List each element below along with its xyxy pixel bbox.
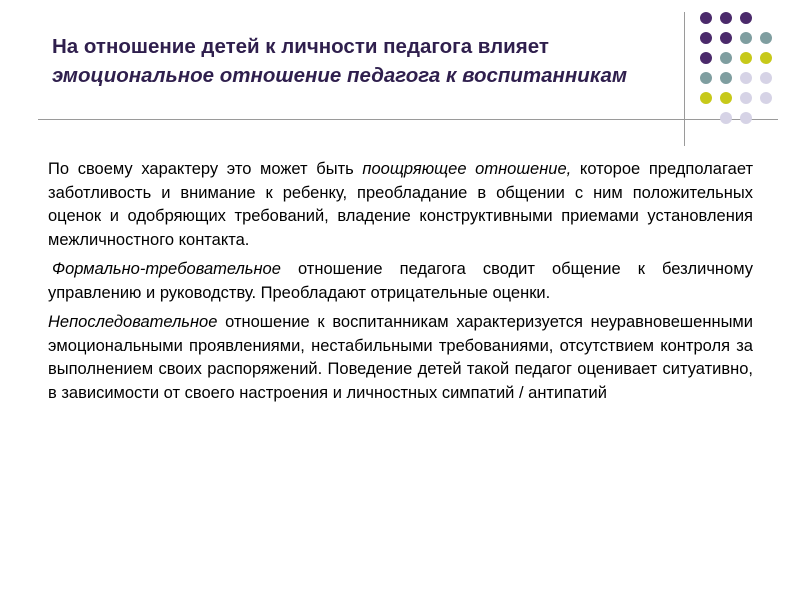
decorative-dot — [720, 12, 732, 24]
decorative-dot — [700, 12, 712, 24]
decorative-dot — [700, 52, 712, 64]
decorative-dot — [740, 32, 752, 44]
slide-body — [48, 158, 753, 411]
paragraph-formal — [48, 258, 753, 305]
decorative-dot — [740, 92, 752, 104]
decorative-dot — [700, 72, 712, 84]
paragraph-rest: отношение к воспитанникам характеризуется неуравновешенными эмоциональными проявлениями, нестабильными требованиями, отсутствием контроля за выполнением своих распоряжений. Поведение детей такой педагог оценивает ситуативно, в зависимости от своего настроения и личностных симпатий / антипатий — [48, 313, 753, 402]
paragraph-emphasis: поощряющее отношение, — [362, 160, 572, 178]
decorative-dot — [720, 52, 732, 64]
decorative-dot — [740, 112, 752, 124]
vertical-divider — [684, 12, 685, 146]
paragraph-lead: По своему характеру это может быть — [48, 160, 363, 178]
decorative-dot — [720, 92, 732, 104]
horizontal-divider — [38, 119, 778, 120]
decorative-dot — [760, 92, 772, 104]
decorative-dot — [760, 52, 772, 64]
decorative-dot — [700, 32, 712, 44]
decorative-dot — [760, 72, 772, 84]
title-part-regular: На отношение детей к личности педагога влияет — [52, 35, 549, 58]
title-part-italic: эмоциональное отношение педагога к воспитанникам — [52, 64, 628, 87]
paragraph-emphasis: Непоследовательное — [48, 313, 218, 331]
slide-title — [52, 32, 672, 90]
decorative-dot-grid — [700, 12, 784, 130]
paragraph-inconsistent — [48, 311, 753, 405]
decorative-dot — [720, 72, 732, 84]
decorative-dot — [740, 72, 752, 84]
paragraph-encouraging — [48, 158, 753, 252]
decorative-dot — [740, 52, 752, 64]
paragraph-emphasis: Формально-требовательное — [52, 260, 281, 278]
decorative-dot — [700, 92, 712, 104]
paragraph-rest: отношение педагога сводит общение к безличному управлению и руководству. Преобладают отрицательные оценки. — [48, 260, 753, 302]
decorative-dot — [760, 32, 772, 44]
decorative-dot — [740, 12, 752, 24]
paragraph-rest: которое предполагает заботливость и внимание к ребенку, преобладание в общении с ним положительных оценок и одобряющих требований, владение конструктивными приемами установления межличностного контакта. — [48, 160, 754, 249]
decorative-dot — [720, 112, 732, 124]
decorative-dot — [720, 32, 732, 44]
